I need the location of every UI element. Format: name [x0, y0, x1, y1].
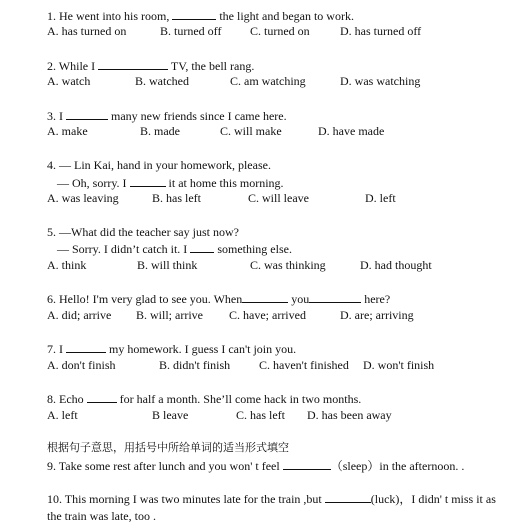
question-text: it at home this morning. [165, 176, 284, 190]
option-b: B. will think [137, 258, 198, 272]
question-text: here? [361, 292, 391, 306]
option-c: C. will leave [248, 191, 309, 205]
question-text: 1. He went into his room, [47, 9, 173, 23]
question-3 [47, 108, 287, 123]
question-text: my homework. I guess I can't join you. [106, 342, 297, 356]
answer-blank [309, 291, 361, 303]
option-b: B. didn't finish [159, 358, 231, 372]
question-5 [57, 241, 292, 256]
option-d: D. has turned off [340, 24, 422, 38]
question-7 [47, 341, 296, 356]
question-text: （sleep）in the afternoon. . [330, 459, 465, 473]
section-heading: 根据句子意思，用括号中所给单词的适当形式填空 [47, 441, 289, 454]
question-text: 9. Take some rest after lunch and you won' t feel [47, 459, 283, 473]
answer-blank [325, 491, 371, 503]
option-a: A. think [47, 258, 87, 272]
option-a: A. has turned on [47, 24, 127, 38]
answer-blank [87, 391, 117, 403]
option-c: C. am watching [230, 74, 306, 88]
question-text: 8. Echo [47, 392, 87, 406]
option-d: D. was watching [340, 74, 421, 88]
question-1 [47, 8, 354, 23]
question-text: — Sorry. I didn’t catch it. I [57, 242, 191, 256]
option-a: A. don't finish [47, 358, 116, 372]
question-4-prompt: 4. — Lin Kai, hand in your homework, please. [47, 158, 271, 172]
question-text: 2. While I [47, 59, 99, 73]
question-4 [57, 175, 284, 190]
question-10 [47, 491, 496, 506]
option-d: D. have made [318, 124, 385, 138]
question-6 [47, 291, 390, 306]
question-text: TV, the bell rang. [168, 59, 255, 73]
question-text: something else. [214, 242, 292, 256]
question-text: for half a month. She’ll come hack in two months. [116, 392, 362, 406]
question-text: — Oh, sorry. I [57, 176, 130, 190]
answer-blank [66, 108, 108, 120]
option-b: B. turned off [160, 24, 222, 38]
question-8 [47, 391, 361, 406]
answer-blank [66, 341, 106, 353]
option-a: A. was leaving [47, 191, 119, 205]
option-a: A. make [47, 124, 88, 138]
question-2 [47, 58, 254, 73]
option-c: C. haven't finished [259, 358, 349, 372]
question-text: 10. This morning I was two minutes late for the train ,but [47, 492, 325, 506]
option-c: C. has left [236, 408, 285, 422]
option-d: D. has been away [307, 408, 392, 422]
option-d: D. won't finish [363, 358, 435, 372]
question-9 [47, 458, 464, 473]
option-a: A. watch [47, 74, 91, 88]
answer-blank [98, 58, 168, 70]
question-10-continued: the train was late, too . [47, 509, 156, 523]
question-text: 7. I [47, 342, 66, 356]
question-5-prompt: 5. —What did the teacher say just now? [47, 225, 239, 239]
question-text: 6. Hello! I'm very glad to see you. When [47, 292, 243, 306]
option-b: B. made [140, 124, 180, 138]
question-text: (luck)，I didn' t miss it as [370, 492, 496, 506]
option-d: D. are; arriving [340, 308, 414, 322]
option-c: C. was thinking [250, 258, 326, 272]
option-a: A. left [47, 408, 78, 422]
option-b: B leave [152, 408, 189, 422]
answer-blank [190, 241, 214, 253]
option-b: B. watched [135, 74, 189, 88]
option-b: B. will; arrive [136, 308, 203, 322]
option-c: C. have; arrived [229, 308, 306, 322]
question-text: many new friends since I came here. [108, 109, 287, 123]
answer-blank [242, 291, 288, 303]
answer-blank [172, 8, 216, 20]
question-text: the light and began to work. [216, 9, 354, 23]
question-text: you [288, 292, 310, 306]
option-a: A. did; arrive [47, 308, 112, 322]
answer-blank [130, 175, 166, 187]
option-c: C. will make [220, 124, 282, 138]
option-c: C. turned on [250, 24, 310, 38]
answer-blank [283, 458, 331, 470]
option-b: B. has left [152, 191, 201, 205]
option-d: D. had thought [360, 258, 432, 272]
question-text: 3. I [47, 109, 66, 123]
option-d: D. left [365, 191, 396, 205]
